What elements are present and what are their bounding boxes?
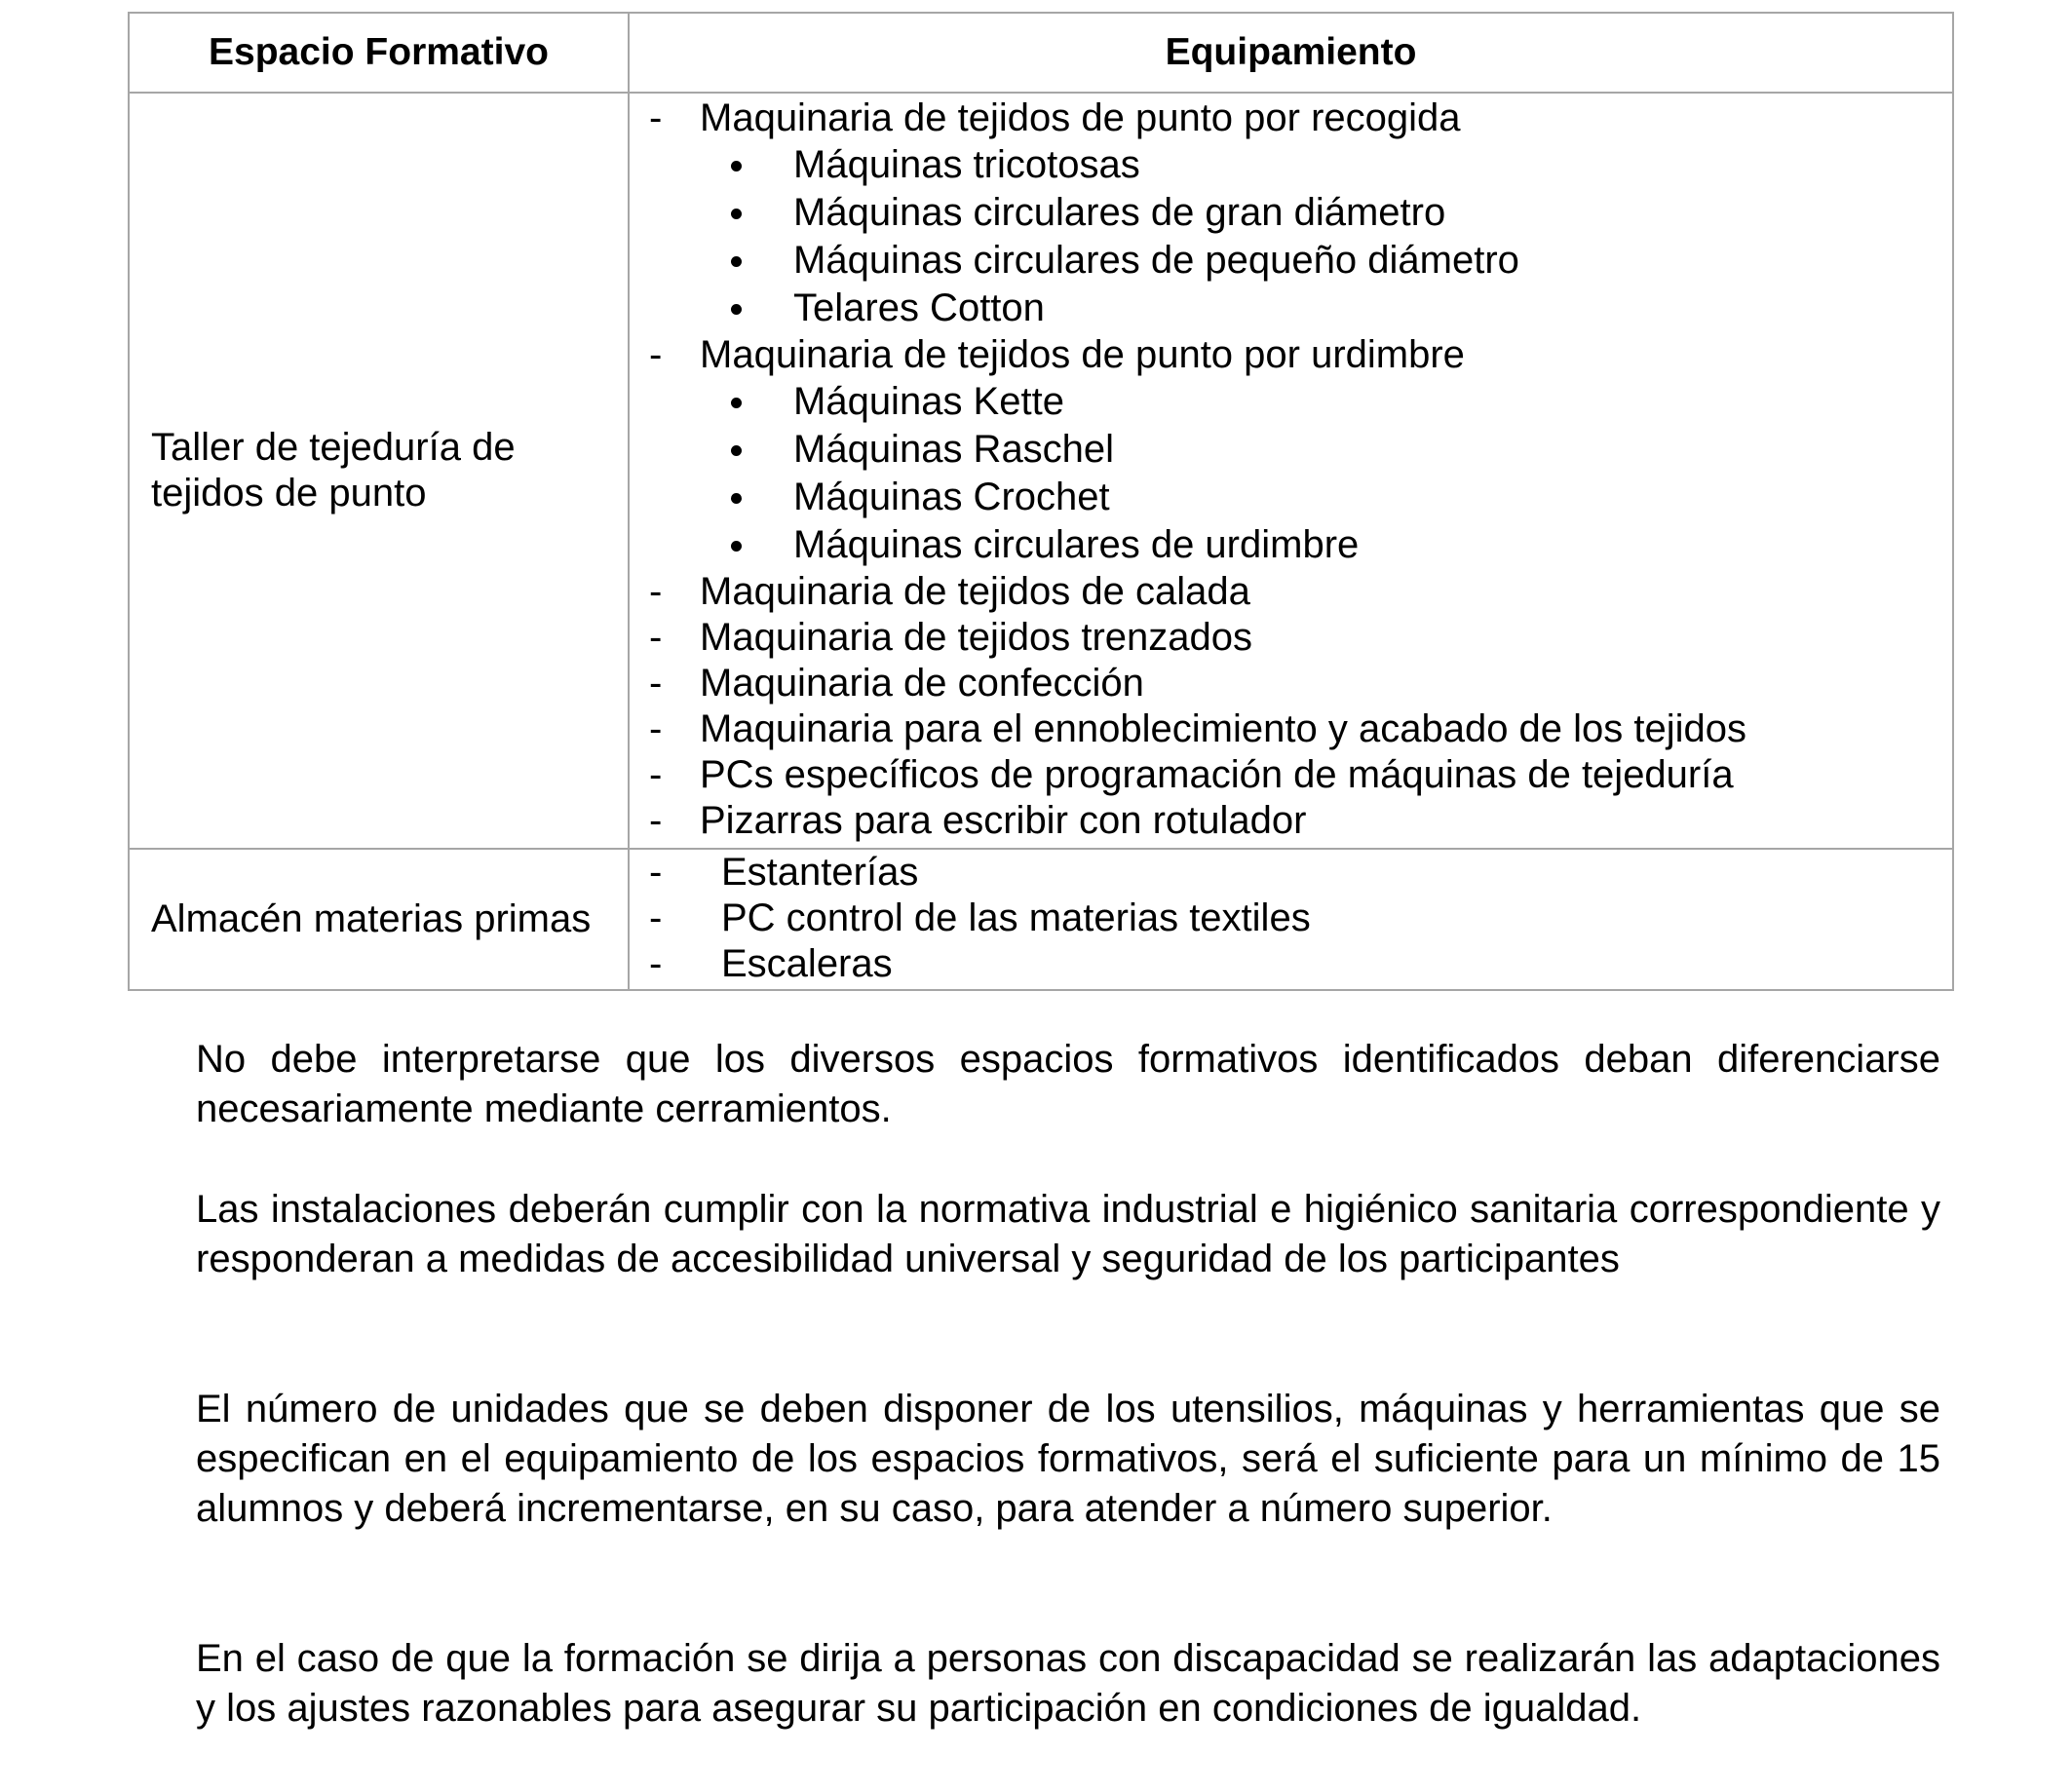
list-item-text: Máquinas tricotosas	[793, 143, 1140, 186]
list-item-text: Telares Cotton	[793, 286, 1045, 329]
list-item-text: PCs específicos de programación de máquinas de tejeduría	[700, 753, 1734, 796]
dash-icon: -	[649, 942, 663, 985]
equipment-list	[630, 95, 1952, 846]
list-item-text: Pizarras para escribir con rotulador	[700, 799, 1307, 842]
list-item-text: Maquinaria de confección	[700, 662, 1144, 705]
paragraph-cerramientos: No debe interpretarse que los diversos espacios formativos identificados deban diferenciarse necesariamente mediante cerramientos.	[196, 1038, 1940, 1130]
bullet-icon	[731, 256, 742, 267]
bullet-list-item	[630, 378, 1952, 426]
dash-icon: -	[649, 333, 663, 376]
dash-icon: -	[649, 799, 663, 842]
dash-list-item	[630, 95, 1952, 141]
dash-icon: -	[649, 851, 663, 894]
dash-icon: -	[649, 96, 663, 139]
dash-icon: -	[649, 753, 663, 796]
bullet-icon	[731, 445, 742, 456]
list-item-text: PC control de las materias textiles	[721, 896, 1311, 939]
bullet-icon	[731, 398, 742, 408]
dash-icon: -	[649, 616, 663, 659]
bullet-icon	[731, 161, 742, 172]
equipment-cell	[629, 849, 1953, 990]
bullet-list-item	[630, 141, 1952, 189]
list-item-text: Maquinaria de tejidos de punto por urdimbre	[700, 333, 1465, 376]
bullet-icon	[731, 304, 742, 315]
paragraph-discapacidad: En el caso de que la formación se dirija a personas con discapacidad se realizarán las adaptaciones y los ajustes razonables para asegurar su participación en condiciones de igualdad.	[196, 1637, 1940, 1730]
bullet-list-item	[630, 521, 1952, 569]
table-header-row	[129, 13, 1953, 93]
dash-list-item	[630, 941, 1952, 987]
list-item-text: Máquinas Crochet	[793, 476, 1110, 518]
paragraph-numero-unidades: El número de unidades que se deben disponer de los utensilios, máquinas y herramientas que se especifican en el equipamiento de los espacios formativos, será el suficiente para un mínimo de 15 alumnos y deberá incrementarse, en su caso, para atender a número superior.	[196, 1388, 1940, 1530]
dash-icon: -	[649, 896, 663, 939]
dash-icon: -	[649, 707, 663, 750]
list-item-text: Máquinas Raschel	[793, 428, 1115, 471]
list-item-text: Estanterías	[721, 851, 919, 894]
bullet-list-item	[630, 285, 1952, 332]
bullet-list-item	[630, 189, 1952, 237]
dash-icon: -	[649, 570, 663, 613]
bullet-icon	[731, 209, 742, 219]
list-item-text: Maquinaria de tejidos trenzados	[700, 616, 1253, 659]
dash-list-item	[630, 569, 1952, 615]
space-cell: Almacén materias primas	[129, 849, 629, 990]
dash-list-item	[630, 896, 1952, 941]
bullet-list-item	[630, 474, 1952, 521]
list-item-text: Maquinaria para el ennoblecimiento y acabado de los tejidos	[700, 707, 1747, 750]
header-equipamiento: Equipamiento	[629, 13, 1953, 93]
dash-list-item	[630, 798, 1952, 844]
list-item-text: Maquinaria de tejidos de punto por recogida	[700, 96, 1461, 139]
list-item-text: Máquinas circulares de pequeño diámetro	[793, 239, 1519, 282]
equipment-list	[630, 850, 1952, 989]
header-espacio-formativo: Espacio Formativo	[129, 13, 629, 93]
table-row	[129, 93, 1953, 849]
bullet-icon	[731, 493, 742, 504]
bullet-list-item	[630, 426, 1952, 474]
list-item-text: Máquinas Kette	[793, 380, 1064, 423]
table-row	[129, 849, 1953, 990]
space-cell: Taller de tejeduría de tejidos de punto	[129, 93, 629, 849]
list-item-text: Máquinas circulares de gran diámetro	[793, 191, 1446, 234]
list-item-text: Maquinaria de tejidos de calada	[700, 570, 1250, 613]
bullet-list-item	[630, 237, 1952, 285]
dash-list-item	[630, 332, 1952, 378]
bullet-icon	[731, 541, 742, 552]
dash-list-item	[630, 850, 1952, 896]
dash-list-item	[630, 752, 1952, 798]
paragraph-instalaciones: Las instalaciones deberán cumplir con la normativa industrial e higiénico sanitaria correspondiente y responderan a medidas de accesibilidad universal y seguridad de los participantes	[196, 1188, 1940, 1280]
dash-list-item	[630, 706, 1952, 752]
list-item-text: Máquinas circulares de urdimbre	[793, 523, 1360, 566]
equipment-cell	[629, 93, 1953, 849]
dash-list-item	[630, 661, 1952, 706]
list-item-text: Escaleras	[721, 942, 893, 985]
equipment-table	[128, 12, 1954, 991]
dash-list-item	[630, 615, 1952, 661]
dash-icon: -	[649, 662, 663, 705]
